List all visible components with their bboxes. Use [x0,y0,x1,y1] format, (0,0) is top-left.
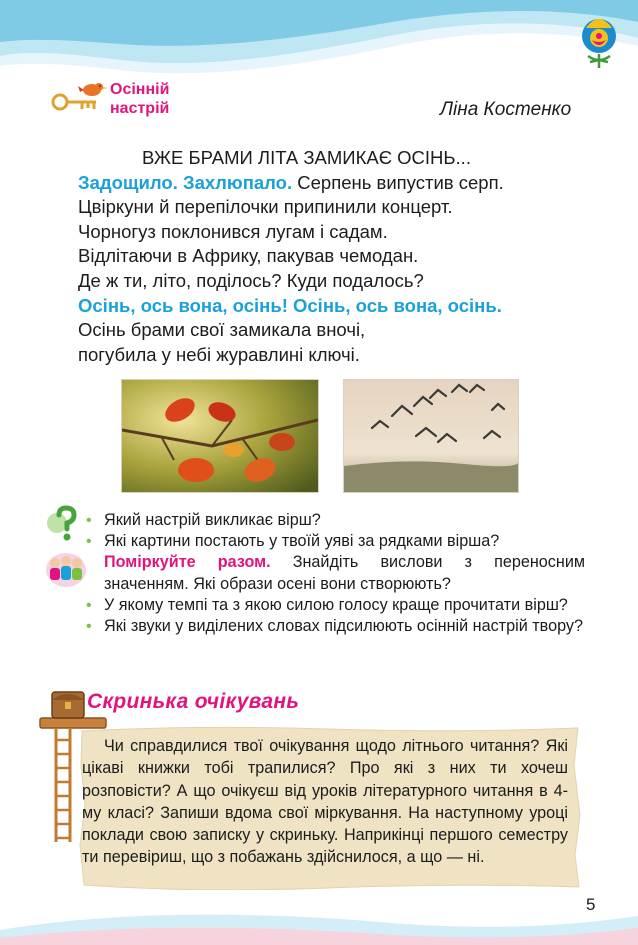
poem-line-1 [78,171,598,196]
bullet-icon: • [86,533,92,551]
poem-highlight: Задощило. Захлюпало. [78,171,293,193]
question-item [82,510,585,531]
page-number: 5 [586,895,596,914]
poem-line-8: погубила у небі журавлині ключі. [78,343,360,365]
question-item [82,595,585,616]
bird-key-icon [48,80,110,116]
bullet-icon: • [86,618,92,636]
poem-line-2: Цвіркуни й перепілочки припинили концерт. [78,196,453,218]
poem-line-3: Чорногуз поклонився лугам і садам. [78,220,388,242]
question-mark-icon [45,505,83,545]
flying-cranes-photo [343,379,519,493]
question-item [82,616,585,637]
question-item [82,531,585,552]
emblem-flower-icon [576,14,622,70]
children-group-icon [45,548,87,588]
group-task-label: Поміркуйте разом. [104,553,271,572]
poem [78,146,598,367]
expectations-text: Чи справдилися твої очікування щодо літнього читання? Які цікаві книжки тобі трапилися? Про які з них ти хочеш розповісти? А що очікуєш від уроків літературного читання в 4-му класі? Запиши вдома свої міркування. На наступному уроці поклади свою записку у скриньку. Наприкінці першого семестру ти перевіриш, що з побажань здійснилося, а що — ні. [82,737,568,867]
question-text: Які картини постають у твоїй уяві за рядками вірша? [104,532,500,551]
poem-line-5: Де ж ти, літо, поділось? Куди подалось? [78,269,424,291]
poem-line-4: Відлітаючи в Африку, пакував чемодан. [78,245,419,267]
group-task [82,552,585,594]
poem-title: ВЖЕ БРАМИ ЛІТА ЗАМИКАЄ ОСІНЬ... [142,147,471,168]
bullet-icon: • [86,512,92,529]
expectations-box-title: Скринька очікувань [87,690,300,713]
question-text: Який настрій викликає вірш? [104,511,321,529]
bullet-icon: • [86,596,92,614]
lesson-title-line2: настрій [110,100,170,117]
group-task-text: Знайдіть вислови з переносним значенням. Які образи осені вони створюють? [104,553,585,593]
poem-author: Ліна Костенко [440,99,572,120]
poem-line-6: Осінь, ось вона, осінь! Осінь, ось вона, осінь. [78,294,502,316]
question-text: У якому темпі та з якою силою голосу краще прочитати вірш? [104,595,568,614]
poem-line-1-rest: Серпень випустив серп. [292,171,504,193]
questions-list [82,510,585,637]
poem-line-7: Осінь брами свої замикала вночі, [78,319,366,341]
lesson-title-line1: Осінній [110,81,170,98]
footer-wave-decoration [0,890,638,945]
autumn-leaves-photo [121,379,319,493]
question-text: Які звуки у виділених словах підсилюють осінній настрій твору? [104,617,583,636]
lesson-title [110,80,169,118]
